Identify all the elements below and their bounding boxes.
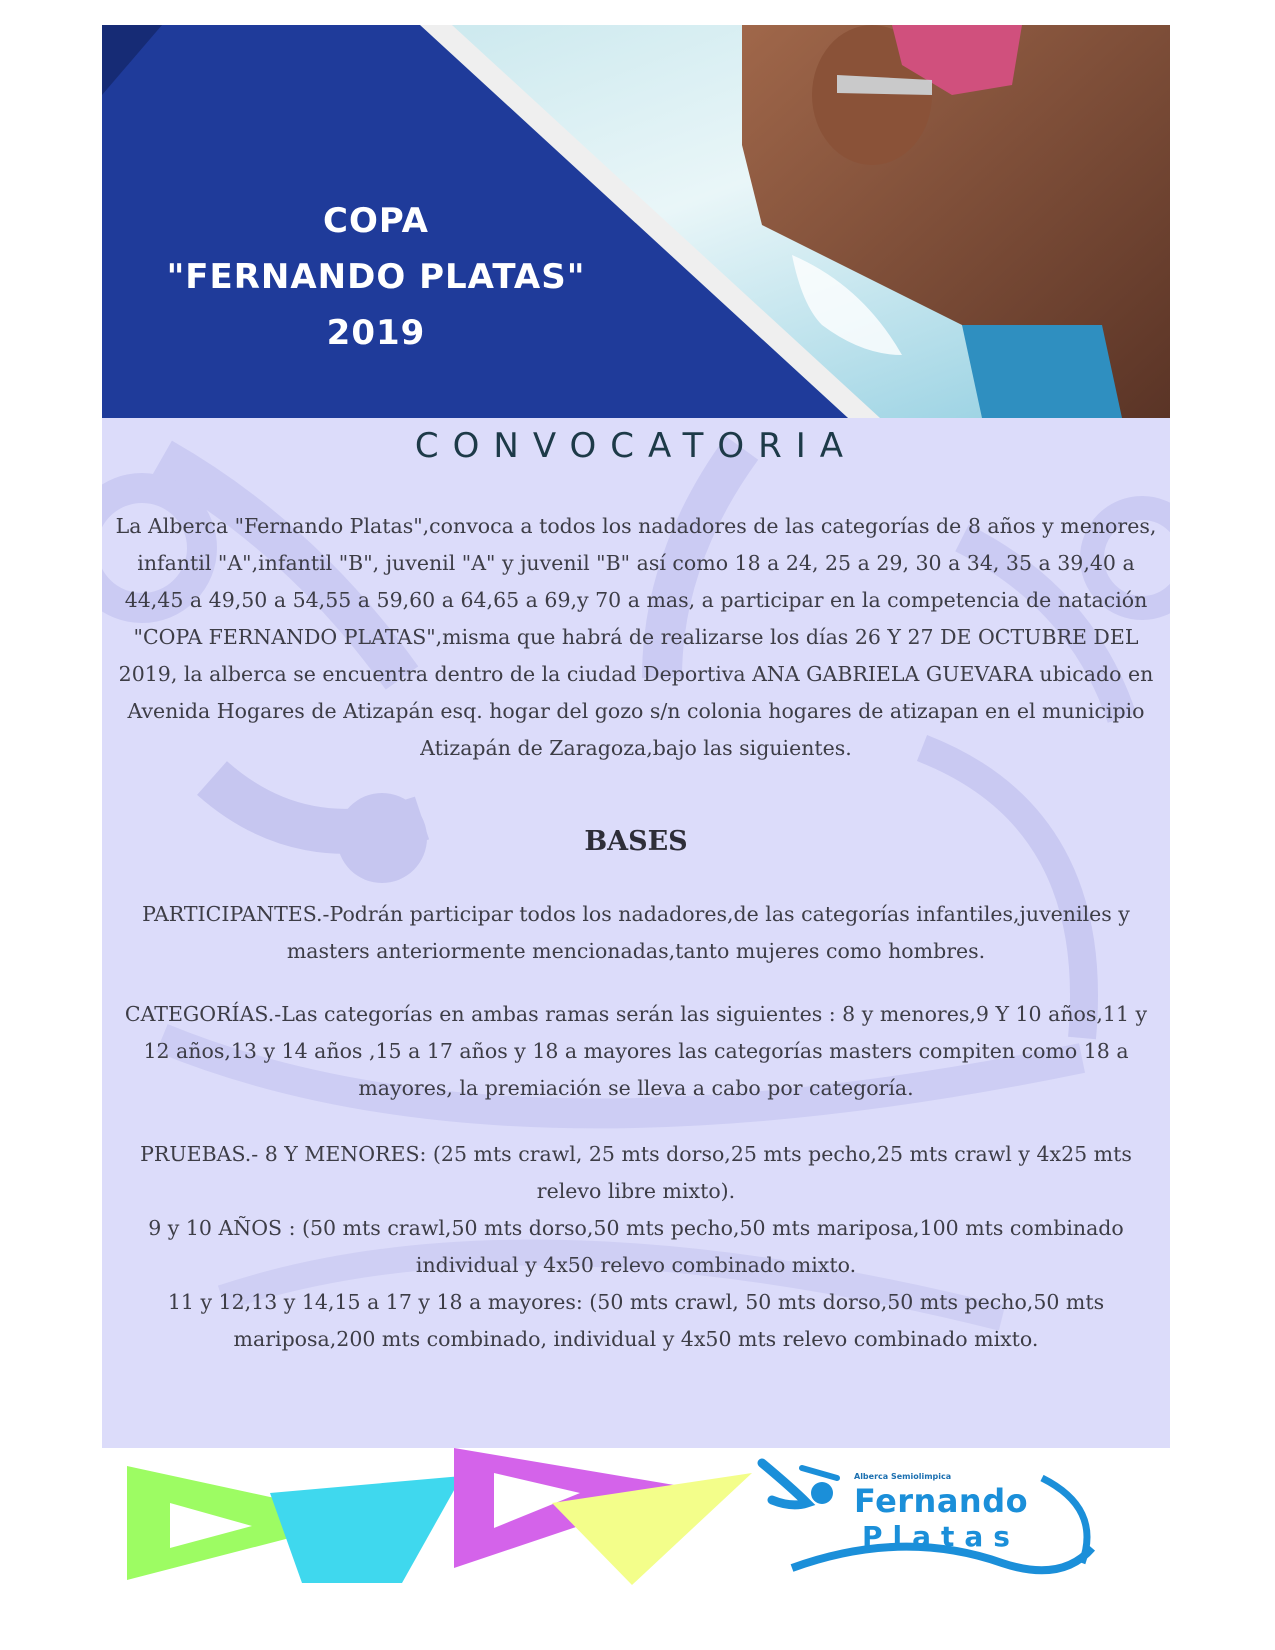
hero-banner <box>102 25 1170 418</box>
logo-name-fernando: Fernando <box>854 1482 1029 1520</box>
title-line-copa: COPA <box>323 201 429 241</box>
title-line-year: 2019 <box>326 313 426 353</box>
content-panel <box>102 418 1170 1448</box>
bases-heading: BASES <box>584 826 688 857</box>
categorias-paragraph: CATEGORÍAS.-Las categorías en ambas ramas serán las siguientes : 8 y menores,9 Y 10 años,11 y 12 años,13 y 14 años ,15 a 17 años y 18 a mayores las categorías masters compiten como 18 a mayores, la premiación se lleva a cabo por categoría. <box>124 1002 1148 1100</box>
logo-name-platas: Platas <box>862 1520 1020 1553</box>
pruebas-8-y-menores: PRUEBAS.- 8 Y MENORES: (25 mts crawl, 25 mts dorso,25 mts pecho,25 mts crawl y 4x25 mts relevo libre mixto). <box>140 1142 1132 1203</box>
cyan-triangle <box>270 1476 462 1583</box>
convocatoria-heading: CONVOCATORIA <box>414 426 858 466</box>
swim-trunks <box>962 325 1122 418</box>
pruebas-section <box>114 1136 1158 1358</box>
intro-paragraph: La Alberca "Fernando Platas",convoca a todos los nadadores de las categorías de 8 años y menores, infantil "A",infantil "B", juvenil "A" y juvenil "B" así como 18 a 24, 25 a 29, 30 a 34, 35 a 39,40 a 44,45 a 49,50 a 54,55 a 59,60 a 64,65 a 69,y 70 a mas, a participar en la competencia de natación "COPA FERNANDO PLATAS",misma que habrá de realizarse los días 26 Y 27 DE OCTUBRE DEL 2019, la alberca se encuentra dentro de la ciudad Deportiva ANA GABRIELA GUEVARA ubicado en Avenida Hogares de Atizapán esq. hogar del gozo s/n colonia hogares de atizapan en el municipio Atizapán de Zaragoza,bajo las siguientes. <box>115 514 1157 760</box>
logo-swimmer-head <box>811 1482 833 1504</box>
logo-small-text: Alberca Semiolimpica <box>854 1472 952 1481</box>
logo-wave-arc <box>1042 1478 1087 1563</box>
event-title <box>102 193 650 361</box>
pruebas-9-y-10: 9 y 10 AÑOS : (50 mts crawl,50 mts dorso,50 mts pecho,50 mts mariposa,100 mts combinado individual y 4x50 relevo combinado mixto. <box>148 1216 1124 1277</box>
title-line-name: "FERNANDO PLATAS" <box>166 257 586 297</box>
logo-swimmer-body <box>802 1468 837 1478</box>
pruebas-11-y-mayores: 11 y 12,13 y 14,15 a 17 y 18 a mayores: (50 mts crawl, 50 mts dorso,50 mts pecho,50 mts mariposa,200 mts combinado, individual y 4x50 mts relevo combinado mixto. <box>167 1290 1105 1351</box>
poster <box>102 25 1170 1585</box>
footer <box>102 1448 1170 1585</box>
participantes-paragraph: PARTICIPANTES.-Podrán participar todos los nadadores,de las categorías infantiles,juveniles y masters anteriormente mencionadas,tanto mujeres como hombres. <box>142 902 1130 963</box>
